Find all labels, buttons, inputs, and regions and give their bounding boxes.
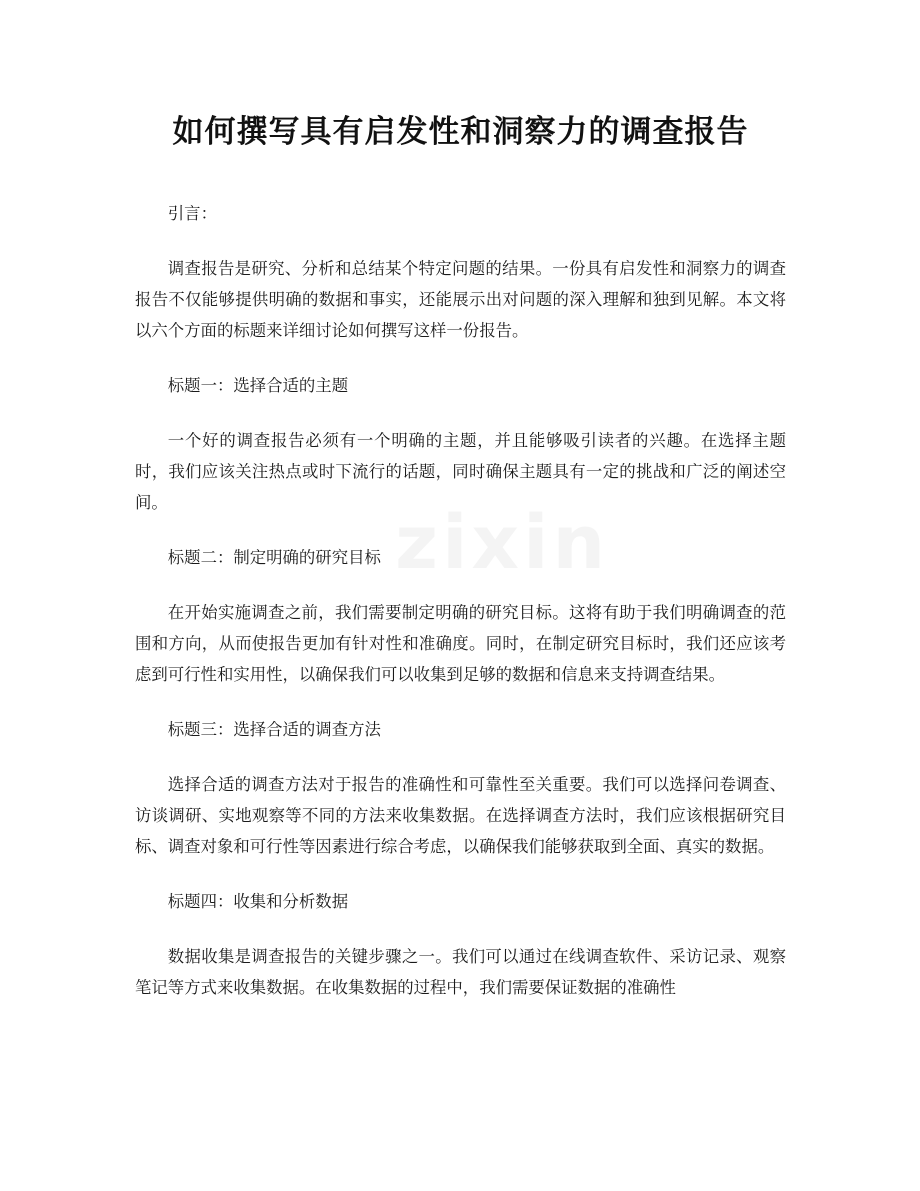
document-title: 如何撰写具有启发性和洞察力的调查报告	[172, 114, 749, 150]
section-paragraph-2: 在开始实施调查之前，我们需要制定明确的研究目标。这将有助于我们明确调查的范围和方向，从而使报告更加有针对性和准确度。同时，在制定研究目标时，我们还应该考虑到可行性和实用性，以确保我们可以收集到足够的数据和信息来支持调查结果。	[135, 603, 786, 684]
section-heading-3: 标题三：选择合适的调查方法	[167, 720, 381, 739]
intro-paragraph: 调查报告是研究、分析和总结某个特定问题的结果。一份具有启发性和洞察力的调查报告不仅能够提供明确的数据和事实，还能展示出对问题的深入理解和独到见解。本文将以六个方面的标题来详细讨论如何撰写这样一份报告。	[135, 259, 786, 340]
intro-heading: 引言：	[167, 204, 217, 223]
section-paragraph-4: 数据收集是调查报告的关键步骤之一。我们可以通过在线调查软件、采访记录、观察笔记等方式来收集数据。在收集数据的过程中，我们需要保证数据的准确性	[135, 947, 786, 997]
section-heading-1: 标题一：选择合适的主题	[167, 376, 349, 395]
section-paragraph-1: 一个好的调查报告必须有一个明确的主题，并且能够吸引读者的兴趣。在选择主题时，我们应该关注热点或时下流行的话题，同时确保主题具有一定的挑战和广泛的阐述空间。	[135, 431, 786, 512]
section-heading-4: 标题四：收集和分析数据	[167, 892, 349, 911]
section-paragraph-3: 选择合适的调查方法对于报告的准确性和可靠性至关重要。我们可以选择问卷调查、访谈调研、实地观察等不同的方法来收集数据。在选择调查方法时，我们应该根据研究目标、调查对象和可行性等因素进行综合考虑，以确保我们能够获取到全面、真实的数据。	[135, 775, 786, 856]
section-heading-2: 标题二：制定明确的研究目标	[167, 548, 381, 567]
